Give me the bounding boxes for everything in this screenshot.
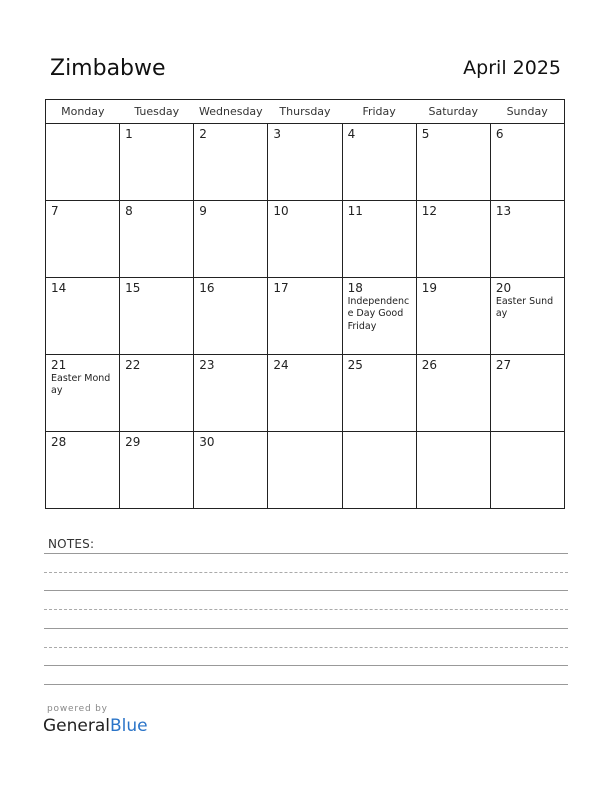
weekday-header: Wednesday (194, 100, 268, 124)
notes-line (44, 665, 568, 666)
notes-line (44, 628, 568, 629)
day-cell (194, 124, 268, 201)
day-number: 5 (421, 127, 430, 141)
weekday-header: Sunday (490, 100, 564, 124)
weekday-header: Thursday (268, 100, 342, 124)
brand-text-blue: Blue (110, 716, 148, 736)
day-number: 12 (421, 204, 437, 218)
day-cell (342, 432, 416, 509)
holiday-label: Easter Monday (51, 373, 111, 397)
day-cell (268, 432, 342, 509)
day-number: 10 (273, 204, 289, 218)
day-cell (268, 355, 342, 432)
day-cell (342, 355, 416, 432)
week-row (46, 355, 565, 432)
week-row (46, 278, 565, 355)
notes-line (44, 572, 568, 573)
notes-line (44, 684, 568, 685)
day-cell (120, 201, 194, 278)
day-number: 11 (347, 204, 363, 218)
day-cell (268, 124, 342, 201)
day-number: 3 (273, 127, 282, 141)
day-cell (342, 201, 416, 278)
day-number: 28 (51, 435, 67, 449)
weekday-header: Friday (342, 100, 416, 124)
powered-by-text: powered by (47, 704, 108, 714)
day-cell (416, 124, 490, 201)
weekday-header: Saturday (416, 100, 490, 124)
day-cell (46, 355, 120, 432)
weekday-header: Tuesday (120, 100, 194, 124)
day-cell (194, 278, 268, 355)
day-cell (120, 355, 194, 432)
day-number: 14 (51, 281, 67, 295)
notes-line (44, 590, 568, 591)
notes-line (44, 553, 568, 554)
day-number: 21 (51, 358, 67, 372)
day-number: 20 (495, 281, 512, 295)
week-row (46, 432, 565, 509)
week-row (46, 201, 565, 278)
day-number: 1 (125, 127, 133, 141)
brand-text-general: General (43, 716, 110, 736)
notes-line (44, 609, 568, 610)
day-cell (120, 124, 194, 201)
day-cell (416, 355, 490, 432)
day-number: 27 (495, 358, 512, 372)
day-number: 6 (495, 127, 504, 141)
day-cell (416, 432, 490, 509)
day-cell (490, 201, 564, 278)
day-cell (342, 124, 416, 201)
day-cell (46, 201, 120, 278)
day-number: 29 (125, 435, 141, 449)
day-cell (416, 278, 490, 355)
day-number: 7 (51, 204, 59, 218)
day-number: 2 (199, 127, 207, 141)
notes-label: NOTES: (48, 537, 95, 551)
notes-line (44, 647, 568, 648)
day-cell (268, 278, 342, 355)
day-cell (268, 201, 342, 278)
day-number: 26 (421, 358, 437, 372)
day-cell (490, 355, 564, 432)
day-number: 23 (199, 358, 215, 372)
day-cell (490, 432, 564, 509)
day-number: 15 (125, 281, 141, 295)
day-cell (120, 278, 194, 355)
day-number: 9 (199, 204, 207, 218)
month-year-title: April 2025 (463, 57, 561, 79)
day-cell (416, 201, 490, 278)
day-cell (490, 278, 564, 355)
day-number: 19 (421, 281, 437, 295)
week-row (46, 124, 565, 201)
calendar-grid (45, 99, 565, 509)
day-number: 4 (347, 127, 356, 141)
day-number: 8 (125, 204, 133, 218)
day-cell (46, 278, 120, 355)
day-cell (490, 124, 564, 201)
day-number: 24 (273, 358, 289, 372)
weekday-header-row (46, 100, 565, 124)
day-number: 17 (273, 281, 289, 295)
day-cell (194, 432, 268, 509)
holiday-label: Independence Day Good Friday (347, 296, 410, 332)
country-title: Zimbabwe (50, 56, 166, 81)
day-cell (194, 355, 268, 432)
holiday-label: Easter Sunday (495, 296, 554, 320)
weekday-header: Monday (46, 100, 120, 124)
day-cell (194, 201, 268, 278)
day-number: 16 (199, 281, 215, 295)
day-cell (46, 432, 120, 509)
day-number: 13 (495, 204, 512, 218)
day-cell (342, 278, 416, 355)
day-number: 25 (347, 358, 363, 372)
day-cell (120, 432, 194, 509)
day-cell (46, 124, 120, 201)
generalblue-logo[interactable] (43, 716, 148, 736)
day-number: 30 (199, 435, 215, 449)
day-number: 22 (125, 358, 141, 372)
day-number: 18 (347, 281, 363, 295)
